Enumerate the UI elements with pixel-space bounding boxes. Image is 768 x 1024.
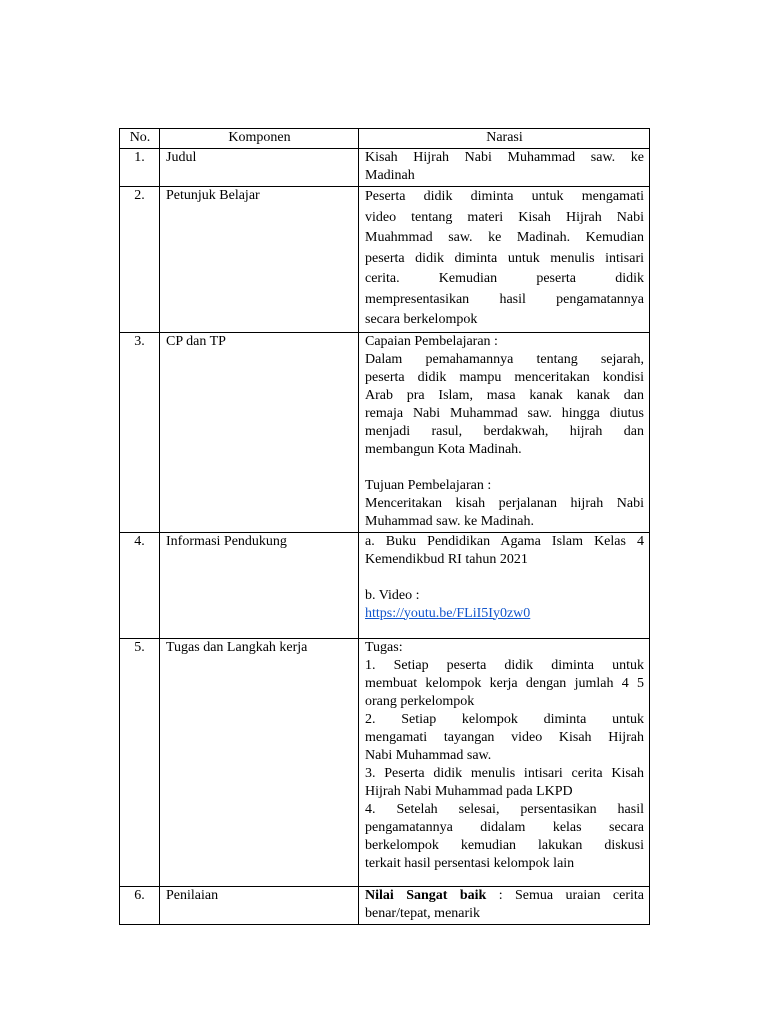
capaian-label: Capaian Pembelajaran : [365,333,498,349]
narasi-line: video tentang materi Kisah Hijrah Nabi [365,209,644,225]
row-narasi [359,886,650,924]
narasi-line: Kemendikbud RI tahun 2021 [365,551,528,567]
narasi-line: Madinah [365,168,415,183]
row-narasi [359,532,650,638]
nilai-description: : Semua uraian cerita [486,887,644,903]
header-narasi: Narasi [359,129,650,149]
row-narasi [359,187,650,333]
narasi-line: Menceritakan kisah perjalanan hijrah Nabi [365,495,644,511]
narasi-line: benar/tepat, menarik [365,905,481,921]
narasi-line: membangun Kota Madinah. [365,441,522,457]
narasi-line: peserta didik mampu menceritakan kondisi [365,369,644,385]
table-header-row [120,129,650,149]
row-number: 5. [120,638,160,886]
row-narasi [359,638,650,886]
narasi-line: Nabi Muhammad saw. [365,747,492,763]
row-komponen: CP dan TP [160,332,359,532]
narasi-line: cerita. Kemudian peserta didik [365,271,644,286]
narasi-line: mempresentasikan hasil pengamatannya [365,291,644,307]
row-komponen: Tugas dan Langkah kerja [160,638,359,886]
header-komponen: Komponen [160,129,359,149]
table-row [120,886,650,924]
row-number: 1. [120,149,160,187]
narasi-line: secara berkelompok [365,312,478,327]
narasi-line: berkelompok kemudian lakukan diskusi [365,837,644,853]
narasi-line: 2. Setiap kelompok diminta untuk [365,711,644,727]
table-row [120,532,650,638]
video-link-line [365,605,644,623]
narasi-line: pengamatannya didalam kelas secara [365,819,644,835]
row-komponen: Informasi Pendukung [160,532,359,638]
narasi-line: Dalam pemahamannya tentang sejarah, [365,351,644,367]
narasi-line: orang perkelompok [365,693,475,709]
narasi-line: Kisah Hijrah Nabi Muhammad saw. ke [365,150,644,165]
video-label: b. Video : [365,587,420,603]
narasi-line: a. Buku Pendidikan Agama Islam Kelas 4 [365,533,644,549]
video-link[interactable]: https://youtu.be/FLiI5Iy0zw0 [365,605,531,621]
table-row [120,638,650,886]
row-number: 6. [120,886,160,924]
row-komponen: Petunjuk Belajar [160,187,359,333]
blank-line [365,569,644,587]
row-number: 2. [120,187,160,333]
lesson-component-table [119,128,650,925]
narasi-line: Arab pra Islam, masa kanak kanak dan [365,387,644,403]
nilai-grade-label: Nilai Sangat baik [365,887,487,903]
row-narasi [359,149,650,187]
row-narasi [359,332,650,532]
narasi-line: remaja Nabi Muhammad saw. hingga diutus [365,405,644,421]
narasi-line: Peserta didik diminta untuk mengamati [365,189,644,204]
narasi-line: membuat kelompok kerja dengan jumlah 4 5 [365,675,644,691]
narasi-line: mengamati tayangan video Kisah Hijrah [365,729,644,745]
narasi-line: 4. Setelah selesai, persentasikan hasil [365,801,644,817]
narasi-line: 1. Setiap peserta didik diminta untuk [365,657,644,673]
narasi-line: peserta didik diminta untuk menulis intisari [365,250,644,266]
narasi-line: Hijrah Nabi Muhammad pada LKPD [365,783,573,799]
blank-line [365,459,644,477]
row-komponen: Judul [160,149,359,187]
narasi-line: Muhammad saw. ke Madinah. [365,513,534,529]
table-row [120,149,650,187]
row-number: 3. [120,332,160,532]
table-row [120,187,650,333]
narasi-line: menjadi rasul, berdakwah, hijrah dan [365,423,644,439]
penilaian-line [365,887,644,905]
narasi-line: Muahmmad saw. ke Madinah. Kemudian [365,230,644,245]
narasi-line: terkait hasil persentasi kelompok lain [365,855,575,871]
row-number: 4. [120,532,160,638]
tugas-label: Tugas: [365,639,403,655]
header-no: No. [120,129,160,149]
table-row [120,332,650,532]
row-komponen: Penilaian [160,886,359,924]
narasi-line: 3. Peserta didik menulis intisari cerita Kisah [365,765,644,781]
tujuan-label: Tujuan Pembelajaran : [365,477,492,493]
